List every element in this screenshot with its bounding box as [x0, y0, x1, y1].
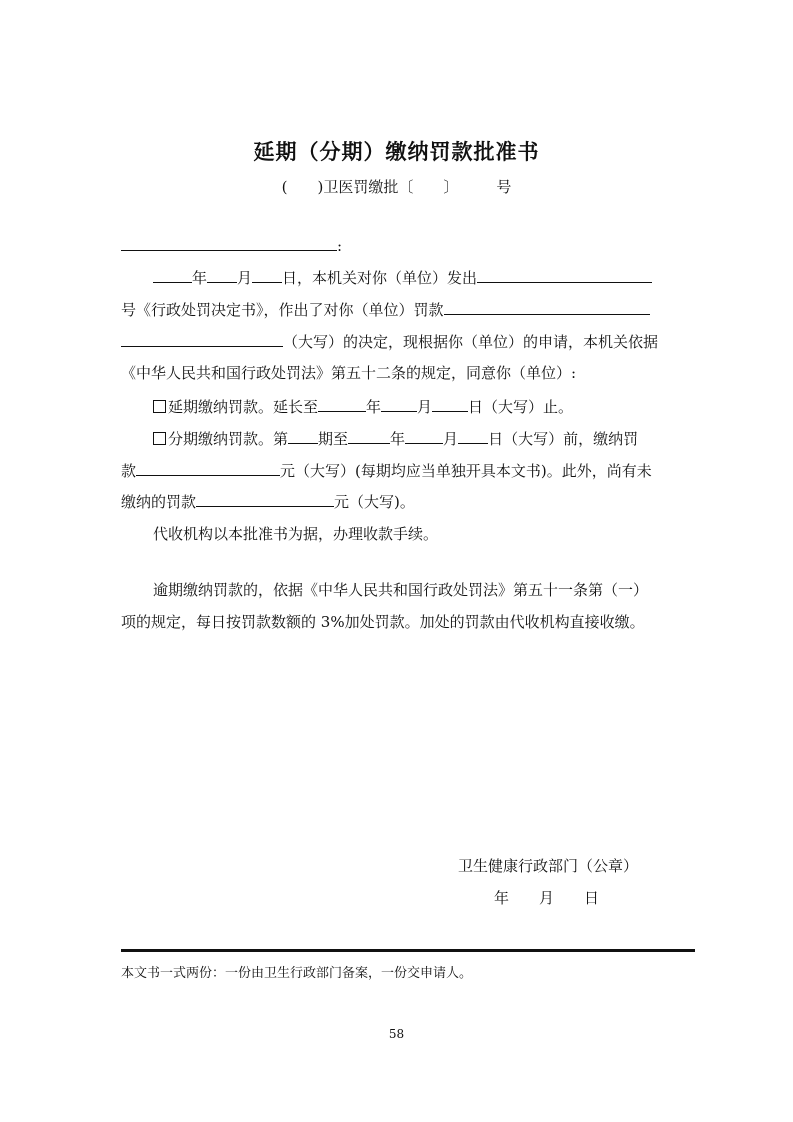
issuing-authority: 卫生健康行政部门（公章） — [458, 857, 639, 875]
signature-date: 年 月 日 — [494, 889, 600, 907]
overdue-line2: 项的规定，每日按罚款数额的 3%加处罚款。加处的罚款由代收机构直接收缴。 — [121, 613, 645, 631]
document-number — [0, 176, 793, 197]
addressee-colon: : — [337, 237, 343, 255]
addressee-blank — [121, 236, 337, 251]
footer-divider — [121, 949, 695, 952]
option-installment-line1: 分期缴纳罚款。第 期至 年 月 日（大写）前，缴纳罚 — [153, 428, 638, 449]
footnote: 本文书一式两份：一份由卫生行政部门备案，一份交申请人。 — [121, 966, 473, 981]
overdue-line1: 逾期缴纳罚款的，依据《中华人民共和国行政处罚法》第五十一条第（一） — [153, 581, 649, 599]
installment-checkbox[interactable] — [153, 432, 166, 445]
doc-number-suffix: 号 — [496, 178, 512, 196]
agent-note: 代收机构以本批准书为据，办理收款手续。 — [153, 525, 439, 543]
defer-checkbox[interactable] — [153, 400, 166, 413]
option-defer: 延期缴纳罚款。延长至 年 月 日（大写）止。 — [153, 396, 573, 417]
option-installment-line2: 款 元（大写）(每期均应当单独开具本文书)。此外，尚有未 — [121, 462, 652, 480]
para1-line4: 《中华人民共和国行政处罚法》第五十二条的规定，同意你（单位）: — [121, 364, 577, 382]
page-number: 58 — [388, 1027, 405, 1041]
doc-number-prefix: ( )卫医罚缴批〔 — [281, 178, 414, 196]
addressee-line — [121, 236, 342, 255]
para1-line2: 号《行政处罚决定书》，作出了对你（单位）罚款 — [121, 299, 650, 320]
option-installment-line3: 缴纳的罚款 元（大写)。 — [121, 493, 415, 511]
para1-line1: 年 月 日，本机关对你（单位）发出 — [153, 267, 652, 288]
doc-number-middle: 〕 — [413, 178, 459, 196]
para1-line3: （大写）的决定，现根据你（单位）的申请，本机关依据 — [121, 331, 658, 352]
document-title: 延期（分期）缴纳罚款批准书 — [253, 140, 540, 164]
